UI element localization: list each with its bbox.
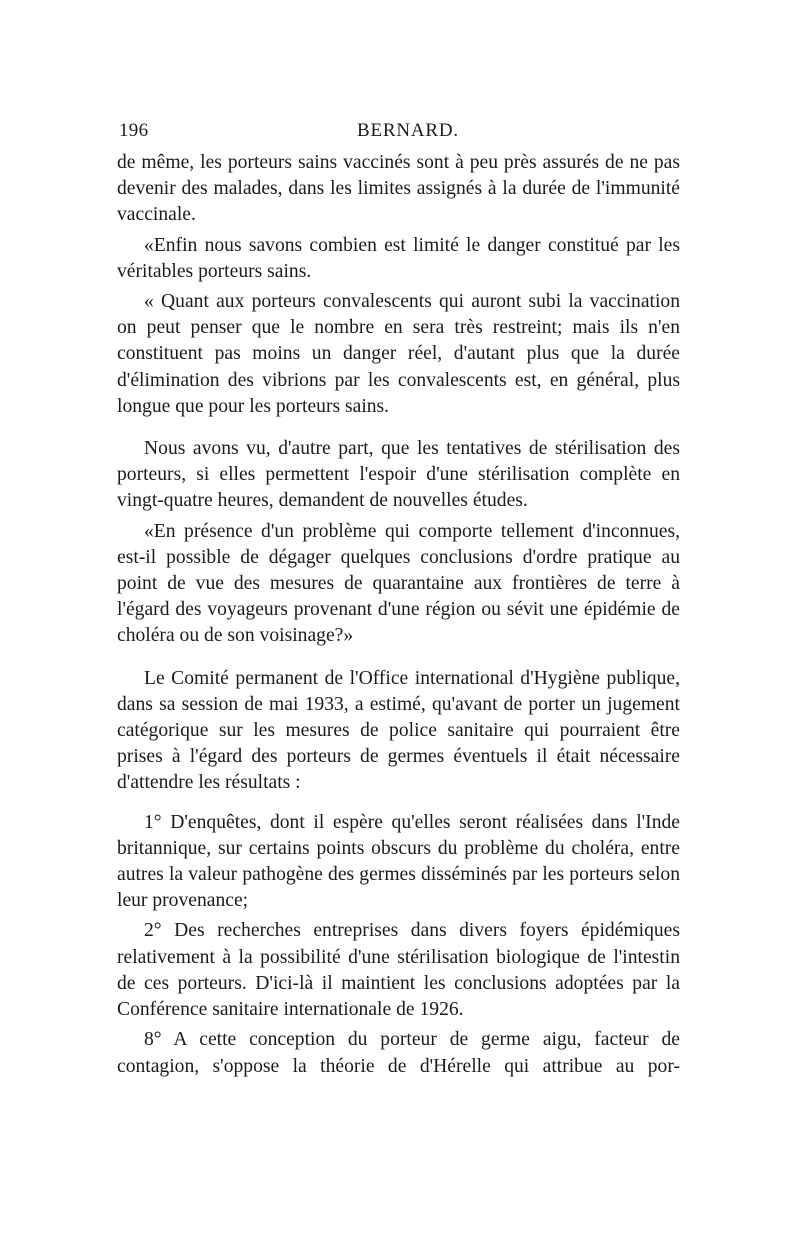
running-title: BERNARD. [357, 120, 459, 141]
page-number: 196 [119, 120, 149, 141]
body-text [117, 150, 680, 1080]
running-header [117, 116, 680, 146]
paragraph-point-one: 1° D'enquêtes, dont il espère qu'elles seront réalisées dans l'Inde britannique, sur certains points obscurs du problème du choléra, entre autres la valeur pathogène des germes disséminés par les porteurs selon leur provenance; [117, 811, 680, 912]
paragraph-healthy-carriers: «Enfin nous savons combien est limité le danger constitué par les véritables porteurs sains. [117, 234, 680, 282]
document-page [117, 116, 680, 1080]
paragraph-point-two: 2° Des recherches entreprises dans divers foyers épidémiques relativement à la possibilité d'une stérilisation biologique de l'intestin de ces porteurs. D'ici-là il maintient les conclusions adoptées par la Conférence sanitaire internationale de 1926. [117, 920, 680, 1021]
paragraph-permanent-committee: Le Comité permanent de l'Office international d'Hygiène publique, dans sa session de mai 1933, a estimé, qu'avant de porter un jugement catégorique sur les mesures de police sanitaire qui pourraient être prises à l'égard des porteurs de germes éventuels il était nécessaire d'attendre les résultats : [117, 667, 680, 794]
paragraph-point-eight: 8° A cette conception du porteur de germe aigu, facteur de contagion, s'oppose la théorie de d'Hérelle qui attribue au por- [117, 1029, 680, 1077]
paragraph-vaccinated-carriers: de même, les porteurs sains vaccinés sont à peu près assurés de ne pas devenir des malades, dans les limites assignés à la durée de l'immunité vaccinale. [117, 152, 680, 226]
paragraph-convalescent-carriers: « Quant aux porteurs convalescents qui auront subi la vaccination on peut penser que le nombre en sera très restreint; mais ils n'en constituent pas moins un danger réel, d'autant plus que la durée d'élimination des vibrions par les convalescents est, en général, plus longue que pour les porteurs sains. [117, 291, 680, 417]
paragraph-quarantine-question: «En présence d'un problème qui comporte tellement d'inconnues, est-il possible de dégager quelques conclusions d'ordre pratique au point de vue des mesures de quarantaine aux frontières de terre à l'égard des voyageurs provenant d'une région ou sévit une épidémie de choléra ou de son voisinage?» [117, 520, 680, 647]
paragraph-sterilization-attempts: Nous avons vu, d'autre part, que les tentatives de stérilisation des porteurs, si elles permettent l'espoir d'une stérilisation complète en vingt-quatre heures, demandent de nouvelles études. [117, 438, 680, 512]
